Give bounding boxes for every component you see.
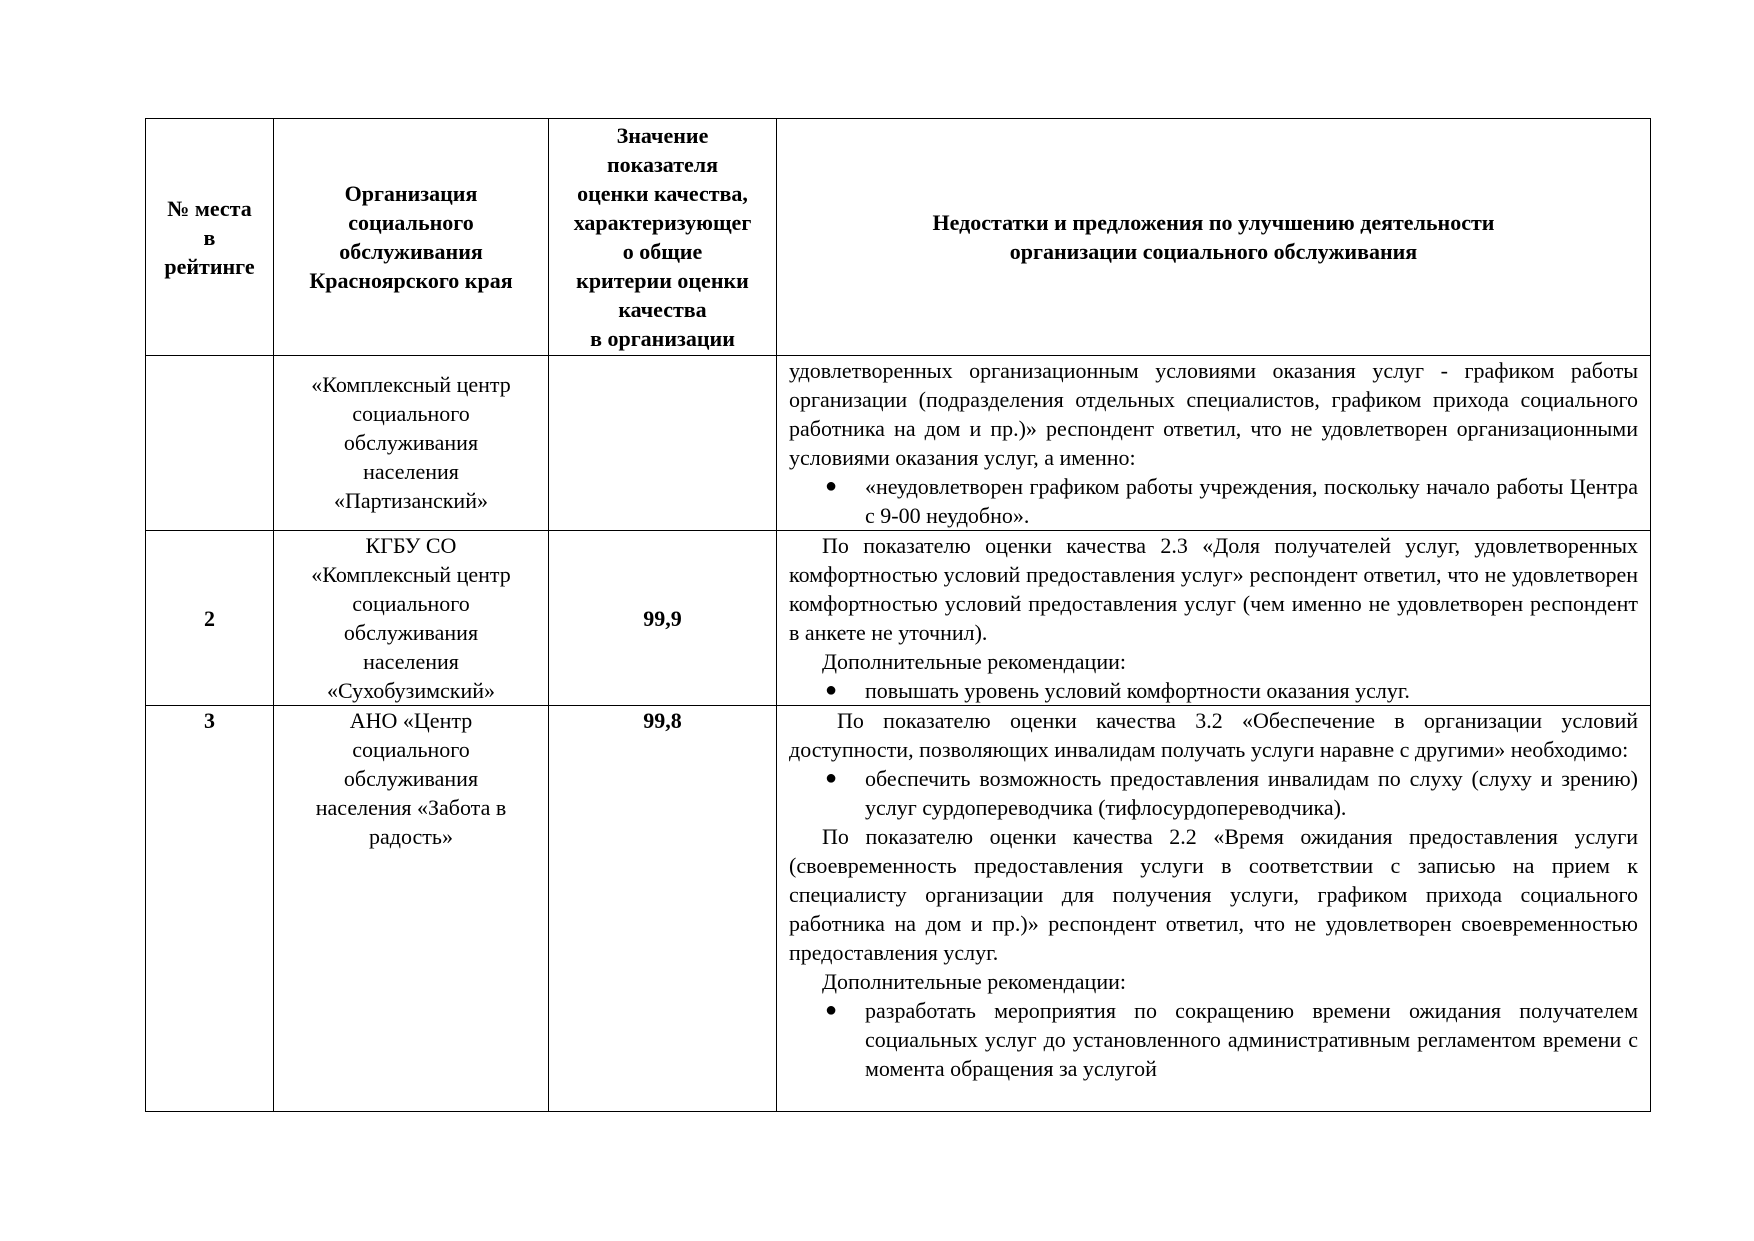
header-rank: № места в рейтинге — [146, 119, 274, 356]
bullet-icon: ● — [825, 999, 838, 1021]
bullet-list — [789, 764, 1638, 822]
desc-cell — [777, 531, 1651, 706]
bullet-icon: ● — [825, 475, 838, 497]
header-org: Организация социального обслуживания Красноярского края — [274, 119, 549, 356]
desc-paragraph: Дополнительные рекомендации: — [822, 969, 1126, 994]
rank-cell: 2 — [146, 531, 274, 706]
list-item: ● «неудовлетворен графиком работы учреждения, поскольку начало работы Центра с 9-00 неудобно». — [825, 474, 1638, 528]
bullet-icon: ● — [825, 767, 838, 789]
bullet-list — [789, 996, 1638, 1083]
org-cell: «Комплексный центр социального обслуживания населения «Партизанский» — [274, 356, 549, 531]
bullet-list — [789, 676, 1638, 705]
org-cell: АНО «Центр социального обслуживания населения «Забота в радость» — [274, 706, 549, 1112]
rank-cell — [146, 356, 274, 531]
bullet-icon: ● — [825, 679, 838, 701]
desc-paragraph: По показателю оценки качества 3.2 «Обеспечение в организации условий доступности, позволяющих инвалидам получать услуги наравне с другими» необходимо: — [789, 708, 1638, 762]
bullet-list — [789, 472, 1638, 530]
desc-paragraph: удовлетворенных организационным условиями оказания услуг - графиком работы организации (подразделения отдельных специалистов, графиком прихода социального работника на дом и пр.)» респондент ответил, что не удовлетворен организационными условиями оказания услуг, а именно: — [789, 358, 1638, 470]
list-item: ● разработать мероприятия по сокращению времени ожидания получателем социальных услуг до установленного административным регламентом времени с момента обращения за услугой — [825, 998, 1638, 1081]
value-cell: 99,9 — [549, 531, 777, 706]
value-cell: 99,8 — [549, 706, 777, 1112]
desc-cell — [777, 706, 1651, 1112]
list-item: ● обеспечить возможность предоставления инвалидам по слуху (слуху и зрению) услуг сурдопереводчика (тифлосурдопереводчика). — [825, 766, 1638, 820]
desc-paragraph: По показателю оценки качества 2.3 «Доля получателей услуг, удовлетворенных комфортностью условий предоставления услуг» респондент ответил, что не удовлетворен комфортностью условий предоставления услуг (чем именно не удовлетворен респондент в анкете не уточнил). — [789, 533, 1638, 645]
table-header-row — [146, 119, 1651, 356]
rank-cell: 3 — [146, 706, 274, 1112]
header-value: Значение показателя оценки качества, характеризующег о общие критерии оценки качества в организации — [549, 119, 777, 356]
rating-table — [145, 118, 1651, 1112]
desc-cell — [777, 356, 1651, 531]
desc-paragraph: Дополнительные рекомендации: — [822, 649, 1126, 674]
header-desc: Недостатки и предложения по улучшению деятельности организации социального обслуживания — [777, 119, 1651, 356]
list-item: ● повышать уровень условий комфортности оказания услуг. — [825, 678, 1410, 703]
desc-paragraph: По показателю оценки качества 2.2 «Время ожидания предоставления услуги (своевременность предоставления услуги в соответствии с записью на прием к специалисту организации для получения услуги, графиком прихода социального работника на дом и пр.)» респондент ответил, что не удовлетворен своевременностью предоставления услуг. — [789, 824, 1638, 965]
value-cell — [549, 356, 777, 531]
table-row — [146, 356, 1651, 531]
org-cell: КГБУ СО «Комплексный центр социального обслуживания населения «Сухобузимский» — [274, 531, 549, 706]
table-row — [146, 531, 1651, 706]
table-row — [146, 706, 1651, 1112]
